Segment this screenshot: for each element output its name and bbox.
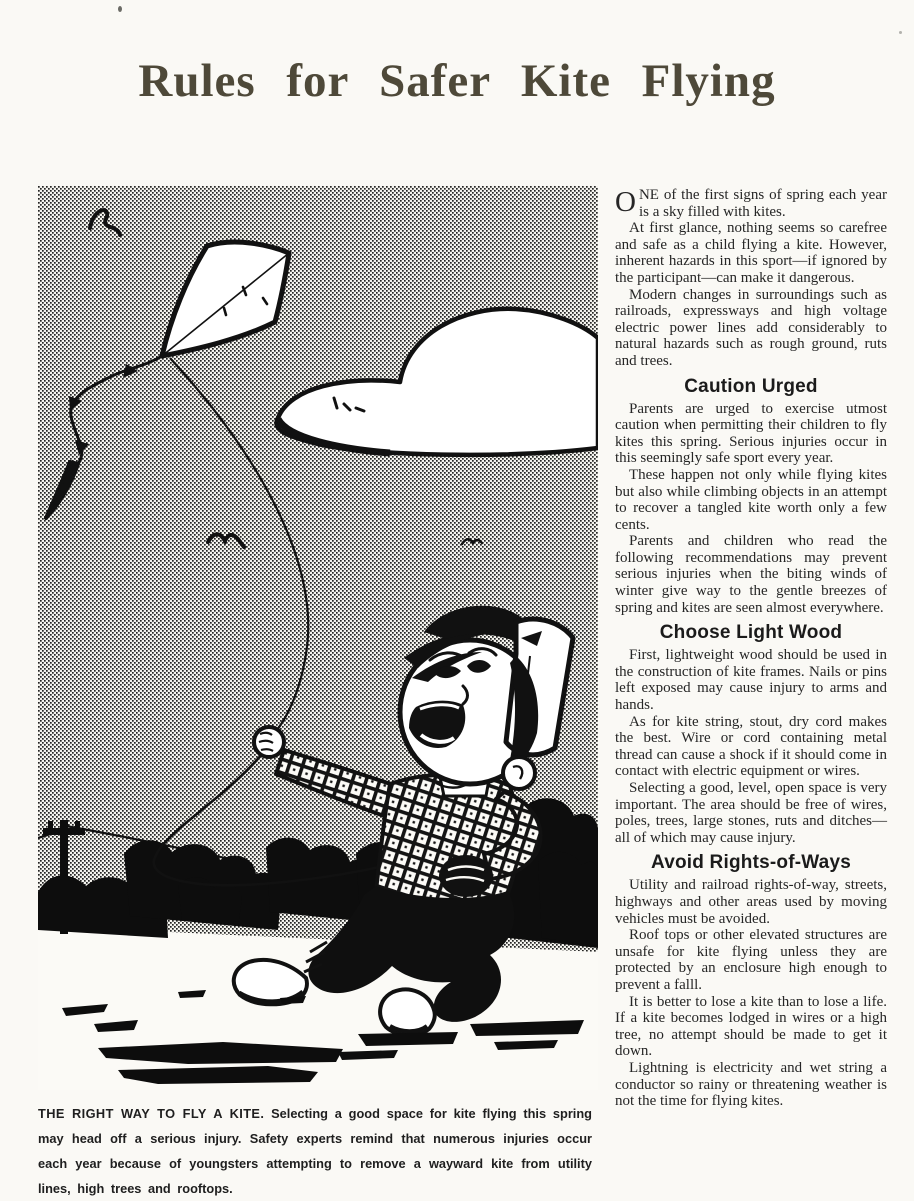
caption-text: Selecting a good space for kite flying this spring may head off a serious injury. Safety experts remind that numerous injuries occur each year because of youngsters attempting to remove a wayward kite from utility lines, high trees and rooftops. (38, 1106, 592, 1196)
article-paragraph: Utility and railroad rights-of-way, streets, highways and other areas used by moving vehicles must be avoided. (615, 877, 887, 927)
article-paragraph: Selecting a good, level, open space is very important. The area should be free of wires, poles, trees, large stones, ruts and ditches—all of which may cause injury. (615, 780, 887, 846)
article-paragraph: At first glance, nothing seems so carefree and safe as a child flying a kite. However, inherent hazards in this sport—if ignored by the participant—can make it dangerous. (615, 220, 887, 286)
section-heading-choose-light-wood: Choose Light Wood (659, 622, 843, 644)
article-paragraph: First, lightweight wood should be used in the construction of kite frames. Nails or pins left exposed may cause injury to arms and hands. (615, 647, 887, 714)
caption-lead: THE RIGHT WAY TO FLY A KITE. (38, 1106, 265, 1121)
article-paragraph: Modern changes in surroundings such as railroads, expressways and high voltage electric power lines add considerably to natural hazards such as rough ground, ruts and trees. (615, 286, 887, 369)
drop-cap: O (615, 186, 636, 218)
paragraph-text: NE of the first signs of spring each year is a sky filled with kites. (638, 187, 887, 220)
photo-caption (38, 1101, 592, 1201)
article-paragraph (615, 187, 887, 220)
article-paragraph: Parents and children who read the following recommendations may prevent serious injuries when the biting winds of winter give way to the gentle breezes of spring and kites are seen almost everywhere. (615, 533, 887, 616)
article-paragraph: Lightning is electricity and wet string a conductor so rainy or threatening weather is not the time for flying kites. (615, 1059, 887, 1110)
article-paragraph: Parents are urged to exercise utmost caution when permitting their children to fly kites this spring. Serious injuries occur in this seemingly safe sport every year. (615, 400, 887, 467)
article-column (615, 187, 887, 1110)
page-title: Rules for Safer Kite Flying (138, 55, 776, 107)
ground (38, 926, 598, 1090)
section-heading-caution-urged: Caution Urged (684, 375, 818, 397)
article-paragraph: It is better to lose a kite than to lose a life. If a kite becomes lodged in wires or a high tree, no attempt should be made to get it down. (615, 993, 887, 1060)
article-paragraph: Roof tops or other elevated structures are unsafe for kite flying unless they are protected by an enclosure high enough to prevent a falll. (615, 927, 887, 993)
section-heading-avoid-rights-of-ways: Avoid Rights-of-Ways (651, 852, 851, 874)
boy-flying-kite-cartoon (38, 186, 598, 1090)
kite-illustration (38, 186, 598, 1090)
article-paragraph: As for kite string, stout, dry cord makes the best. Wire or cord containing metal thread can cause a shock if it should come in contact with electric equipment or wires. (615, 713, 887, 780)
article-paragraph: These happen not only while flying kites but also while climbing objects in an attempt to recover a tangled kite worth only a few cents. (615, 466, 887, 533)
scan-speck (118, 6, 122, 12)
scan-speck (899, 31, 902, 34)
